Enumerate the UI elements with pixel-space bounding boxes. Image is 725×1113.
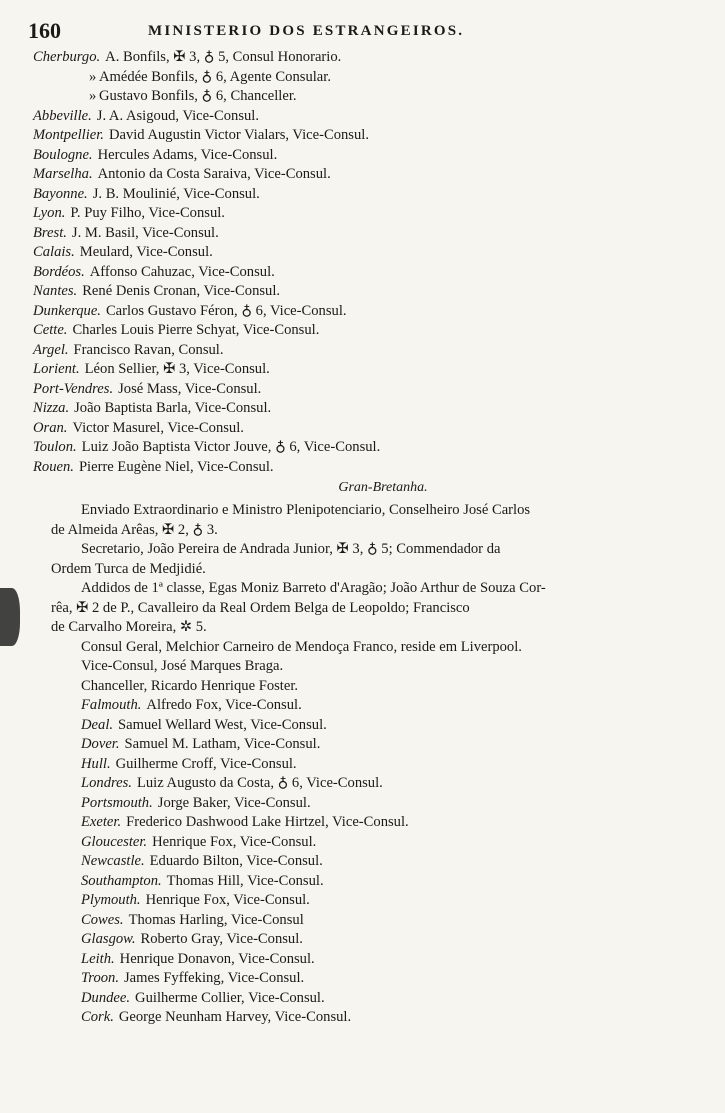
entry-text: Francisco Ravan, Consul. — [73, 341, 224, 358]
place-name: Plymouth. — [81, 892, 141, 908]
entry-line — [33, 243, 693, 263]
entry-text: Carlos Gustavo Féron, ♁ 6, Vice-Consul. — [105, 302, 347, 319]
entry-line — [33, 930, 693, 950]
entry-line — [33, 696, 693, 716]
entry-line — [33, 126, 693, 146]
place-name: Dunkerque. — [33, 302, 101, 319]
place-name: Cherburgo. — [33, 49, 101, 65]
page-header — [28, 18, 678, 44]
place-name: Cette. — [33, 322, 68, 338]
entry-text: Luiz João Baptista Victor Jouve, ♁ 6, Vice-Consul. — [81, 439, 381, 455]
entry-text: Antonio da Costa Saraiva, Vice-Consul. — [97, 166, 331, 182]
entry-text: J. B. Moulinié, Vice-Consul. — [92, 185, 260, 202]
place-name: Troon. — [81, 970, 119, 986]
entry-text: Eduardo Bilton, Vice-Consul. — [149, 853, 323, 869]
entry-text: João Baptista Barla, Vice-Consul. — [74, 400, 272, 416]
entry-line — [33, 399, 693, 419]
page-number: 160 — [28, 18, 61, 43]
entry-text: Thomas Hill, Vice-Consul. — [166, 872, 324, 889]
entry-text: Thomas Harling, Vice-Consul — [128, 911, 304, 928]
text-body — [33, 48, 693, 1028]
entry-text: René Denis Cronan, Vice-Consul. — [82, 283, 281, 299]
entry-text: P. Puy Filho, Vice-Consul. — [70, 205, 225, 221]
entry-text: Alfredo Fox, Vice-Consul. — [146, 697, 302, 713]
place-name: Brest. — [33, 224, 67, 241]
place-name: Marselha. — [33, 166, 93, 182]
place-name: Southampton. — [81, 872, 162, 889]
entry-text: George Neunham Harvey, Vice-Consul. — [118, 1009, 352, 1025]
entry-line — [33, 813, 693, 833]
paragraph-line: de Carvalho Moreira, ✲ 5. — [51, 619, 207, 635]
entry-line — [33, 204, 693, 224]
entry-text: José Mass, Vice-Consul. — [118, 380, 262, 397]
paragraph-line: Addidos de 1ª classe, Egas Moniz Barreto d'Aragão; João Arthur de Souza Cor- — [81, 580, 546, 596]
entry-line — [33, 68, 693, 88]
place-name: Montpellier. — [33, 127, 104, 143]
entry-line — [33, 1008, 693, 1028]
entry-line — [33, 107, 693, 127]
place-name: Argel. — [33, 341, 69, 358]
paragraph-line: Vice-Consul, José Marques Braga. — [81, 658, 284, 674]
entry-line — [33, 794, 693, 814]
paragraph-line: Ordem Turca de Medjidié. — [51, 560, 206, 577]
entry-line — [33, 833, 693, 853]
entry-line — [33, 755, 693, 775]
entry-text: Victor Masurel, Vice-Consul. — [72, 419, 244, 436]
paragraph-line: Secretario, João Pereira de Andrada Junior, ✠ 3, ♁ 5; Commendador da — [81, 541, 501, 557]
place-name: Newcastle. — [81, 853, 145, 869]
ink-blot — [0, 588, 20, 646]
place-name: Cowes. — [81, 911, 124, 928]
place-name: Gloucester. — [81, 833, 148, 850]
entry-line — [33, 891, 693, 911]
entry-text: A. Bonfils, ✠ 3, ♁ 5, Consul Honorario. — [105, 49, 342, 65]
place-name: Falmouth. — [81, 697, 142, 713]
entry-text: Gustavo Bonfils, ♁ 6, Chanceller. — [99, 88, 297, 104]
place-name: Abbeville. — [33, 107, 92, 124]
entry-text: Charles Louis Pierre Schyat, Vice-Consul. — [72, 322, 320, 338]
entry-line — [33, 341, 693, 361]
entry-text: J. M. Basil, Vice-Consul. — [71, 224, 219, 241]
entry-line — [33, 321, 693, 341]
entry-line — [33, 87, 693, 107]
place-name: Port-Vendres. — [33, 380, 114, 397]
place-name: Boulogne. — [33, 146, 93, 163]
entry-line — [33, 419, 693, 439]
section-heading: Gran-Bretanha. — [338, 480, 428, 495]
entry-line — [33, 360, 693, 380]
paragraph-line: rêa, ✠ 2 de P., Cavalleiro da Real Ordem Belga de Leopoldo; Francisco — [51, 599, 470, 616]
page-title: MINISTERIO DOS ESTRANGEIROS. — [148, 23, 465, 39]
place-name: Bordéos. — [33, 263, 85, 280]
place-name: Bayonne. — [33, 185, 88, 202]
entry-text: Léon Sellier, ✠ 3, Vice-Consul. — [84, 361, 270, 377]
entry-line — [33, 165, 693, 185]
entry-text: Pierre Eugène Niel, Vice-Consul. — [78, 458, 274, 475]
entry-line — [33, 852, 693, 872]
ditto-mark: » — [89, 68, 97, 85]
place-name: Leith. — [81, 950, 115, 967]
paragraph-line: Consul Geral, Melchior Carneiro de Mendoça Franco, reside em Liverpool. — [81, 638, 522, 655]
entry-line — [33, 989, 693, 1009]
place-name: Dundee. — [81, 989, 131, 1006]
entry-text: Roberto Gray, Vice-Consul. — [140, 931, 303, 947]
entry-line — [33, 911, 693, 931]
entry-line — [33, 458, 693, 478]
entry-line — [33, 774, 693, 794]
place-name: Glasgow. — [81, 931, 136, 947]
place-name: Nantes. — [33, 283, 78, 299]
entry-text: Henrique Donavon, Vice-Consul. — [119, 950, 315, 967]
entry-line — [33, 224, 693, 244]
entry-line — [33, 380, 693, 400]
entry-text: Frederico Dashwood Lake Hirtzel, Vice-Consul. — [126, 814, 409, 830]
place-name: Hull. — [81, 755, 111, 772]
place-name: Portsmouth. — [81, 794, 153, 811]
entry-text: Guilherme Collier, Vice-Consul. — [135, 989, 325, 1006]
entry-line — [33, 950, 693, 970]
entry-line — [33, 716, 693, 736]
entry-text: Hercules Adams, Vice-Consul. — [97, 146, 278, 163]
entry-text: Luiz Augusto da Costa, ♁ 6, Vice-Consul. — [136, 775, 383, 791]
entry-text: Amédée Bonfils, ♁ 6, Agente Consular. — [99, 68, 331, 85]
entry-line — [33, 185, 693, 205]
entry-line — [33, 969, 693, 989]
entry-line — [33, 302, 693, 322]
place-name: Deal. — [81, 716, 114, 733]
paragraph-line: Enviado Extraordinario e Ministro Plenipotenciario, Conselheiro José Carlos — [81, 502, 531, 518]
entry-text: Henrique Fox, Vice-Consul. — [145, 892, 310, 908]
entry-text: Guilherme Croff, Vice-Consul. — [115, 755, 297, 772]
place-name: Toulon. — [33, 439, 77, 455]
place-name: Exeter. — [81, 814, 122, 830]
place-name: Lyon. — [33, 205, 66, 221]
entry-text: Jorge Baker, Vice-Consul. — [157, 794, 311, 811]
place-name: Dover. — [81, 736, 120, 752]
paragraph-line: Chanceller, Ricardo Henrique Foster. — [81, 677, 299, 694]
entry-line — [33, 438, 693, 458]
entry-line — [33, 146, 693, 166]
entry-text: Samuel Wellard West, Vice-Consul. — [118, 716, 327, 733]
entry-text: James Fyffeking, Vice-Consul. — [124, 970, 305, 986]
entry-line — [33, 263, 693, 283]
entry-line — [33, 282, 693, 302]
place-name: Lorient. — [33, 361, 80, 377]
entry-text: J. A. Asigoud, Vice-Consul. — [96, 107, 259, 124]
place-name: Rouen. — [33, 458, 74, 475]
paragraph-line: de Almeida Arêas, ✠ 2, ♁ 3. — [51, 521, 218, 538]
entry-line — [33, 48, 693, 68]
place-name: Calais. — [33, 244, 75, 260]
entry-text: David Augustin Victor Vialars, Vice-Consul. — [108, 127, 369, 143]
entry-line — [33, 872, 693, 892]
place-name: Cork. — [81, 1009, 114, 1025]
entry-text: Affonso Cahuzac, Vice-Consul. — [89, 263, 275, 280]
place-name: Londres. — [81, 775, 132, 791]
entry-line — [33, 735, 693, 755]
entry-text: Meulard, Vice-Consul. — [79, 244, 213, 260]
entry-text: Samuel M. Latham, Vice-Consul. — [124, 736, 321, 752]
entry-text: Henrique Fox, Vice-Consul. — [152, 833, 317, 850]
ditto-mark: » — [89, 88, 97, 104]
place-name: Oran. — [33, 419, 68, 436]
place-name: Nizza. — [33, 400, 70, 416]
